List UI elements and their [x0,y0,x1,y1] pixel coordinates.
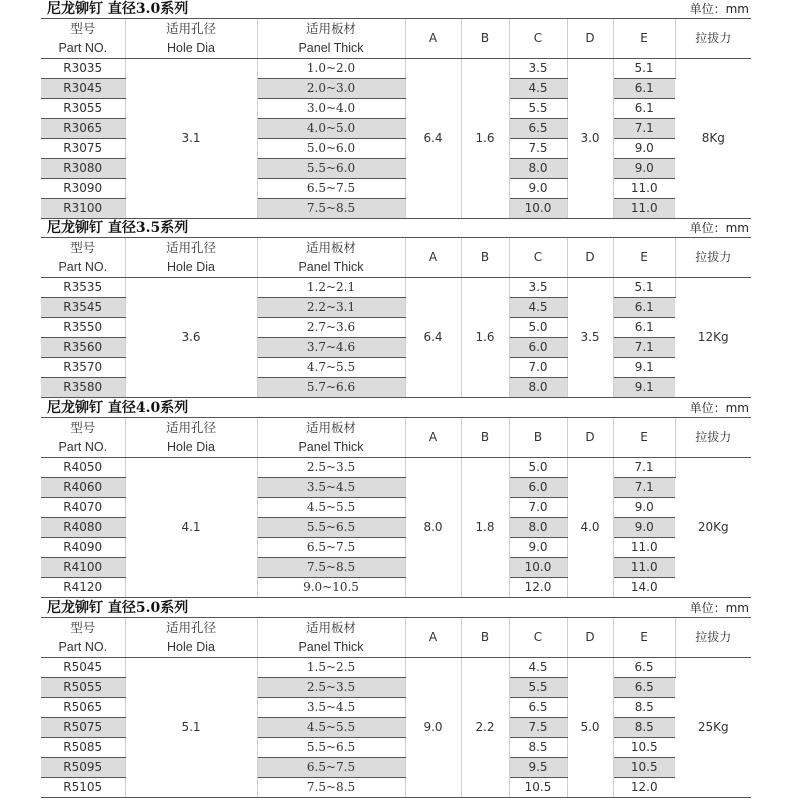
header-hole-dia-cn: 适用孔径 [165,240,216,255]
header-col-a: A [405,618,461,658]
pull-force-cell: 8Kg [675,59,751,219]
panel-thick-cell: 2.7~3.6 [257,318,405,338]
dim-c-cell: 5.5 [509,99,567,119]
unit-label: 单位：mm [689,601,749,615]
header-panel-thick [257,238,405,278]
dim-c-cell: 10.0 [509,558,567,578]
header-panel-thick-cn: 适用板材 [305,240,356,255]
series-section [41,399,751,598]
dim-c-cell: 7.5 [509,718,567,738]
part-number-cell: R3535 [41,278,125,298]
part-number-cell: R5085 [41,738,125,758]
panel-thick-cell: 6.5~7.5 [257,758,405,778]
header-part-no [41,238,125,278]
dim-c-cell: 5.0 [509,458,567,478]
dim-e-cell: 11.0 [613,558,675,578]
dim-c-cell: 7.0 [509,498,567,518]
dim-d-cell: 4.0 [567,458,613,598]
header-col-a: A [405,418,461,458]
series-title: 尼龙铆钉 直径4.0系列 [47,400,189,416]
series-section [41,219,751,398]
table-row [41,658,751,678]
dim-e-cell: 8.5 [613,698,675,718]
header-panel-thick-cn: 适用板材 [305,620,356,635]
series-title: 尼龙铆钉 直径5.0系列 [47,600,189,616]
dim-e-cell: 6.1 [613,318,675,338]
unit-label: 单位：mm [689,221,749,235]
header-panel-thick-en: Panel Thick [298,259,364,274]
part-number-cell: R4050 [41,458,125,478]
dim-e-cell: 12.0 [613,778,675,798]
header-col-d: D [567,238,613,278]
dim-e-cell: 9.0 [613,159,675,179]
panel-thick-cell: 4.0~5.0 [257,119,405,139]
panel-thick-cell: 7.5~8.5 [257,778,405,798]
header-hole-dia-en: Hole Dia [167,259,215,274]
header-col-e: E [613,618,675,658]
header-panel-thick [257,19,405,59]
header-part-no-cn: 型号 [70,240,96,255]
header-col-d: D [567,618,613,658]
panel-thick-cell: 5.7~6.6 [257,378,405,398]
panel-thick-cell: 5.0~6.0 [257,139,405,159]
part-number-cell: R3035 [41,59,125,79]
unit-label: 单位：mm [689,401,749,415]
pull-force-cell: 20Kg [675,458,751,598]
dim-e-cell: 11.0 [613,538,675,558]
dim-e-cell: 10.5 [613,758,675,778]
hole-dia-cell: 5.1 [125,658,257,798]
header-hole-dia-en: Hole Dia [167,439,215,454]
table-row [41,458,751,478]
panel-thick-cell: 3.5~4.5 [257,698,405,718]
part-number-cell: R3560 [41,338,125,358]
part-number-cell: R5095 [41,758,125,778]
dim-a-cell: 8.0 [405,458,461,598]
header-part-no-en: Part NO. [58,259,108,274]
dim-e-cell: 6.1 [613,79,675,99]
dim-e-cell: 7.1 [613,478,675,498]
dim-c-cell: 6.5 [509,698,567,718]
header-pull-force: 拉拔力 [675,238,751,278]
series-title-bar [41,399,751,418]
header-part-no-en: Part NO. [58,639,108,654]
series-section [41,599,751,798]
dim-b-cell: 1.8 [461,458,509,598]
header-col-a: A [405,19,461,59]
header-panel-thick [257,418,405,458]
header-part-no-en: Part NO. [58,40,108,55]
dim-e-cell: 6.1 [613,298,675,318]
part-number-cell: R3080 [41,159,125,179]
hole-dia-cell: 4.1 [125,458,257,598]
part-number-cell: R3090 [41,179,125,199]
header-hole-dia-en: Hole Dia [167,639,215,654]
dim-e-cell: 6.5 [613,678,675,698]
part-number-cell: R5065 [41,698,125,718]
dim-c-cell: 9.5 [509,758,567,778]
dim-c-cell: 8.0 [509,159,567,179]
table-header-row [41,19,751,59]
series-title: 尼龙铆钉 直径3.5系列 [47,220,189,236]
part-number-cell: R4070 [41,498,125,518]
panel-thick-cell: 1.5~2.5 [257,658,405,678]
header-col-d: D [567,418,613,458]
part-number-cell: R3580 [41,378,125,398]
dim-e-cell: 8.5 [613,718,675,738]
part-number-cell: R4120 [41,578,125,598]
part-number-cell: R3100 [41,199,125,219]
dim-c-cell: 10.5 [509,778,567,798]
dim-c-cell: 3.5 [509,59,567,79]
part-number-cell: R5055 [41,678,125,698]
dim-a-cell: 6.4 [405,59,461,219]
dim-c-cell: 8.5 [509,738,567,758]
panel-thick-cell: 1.0~2.0 [257,59,405,79]
part-number-cell: R4060 [41,478,125,498]
panel-thick-cell: 7.5~8.5 [257,558,405,578]
series-title: 尼龙铆钉 直径3.0系列 [47,1,189,17]
header-pull-force: 拉拔力 [675,19,751,59]
header-panel-thick-en: Panel Thick [298,639,364,654]
dim-e-cell: 9.1 [613,358,675,378]
part-number-cell: R5045 [41,658,125,678]
dim-e-cell: 11.0 [613,179,675,199]
header-hole-dia-cn: 适用孔径 [165,21,216,36]
header-col-b: B [461,618,509,658]
panel-thick-cell: 2.0~3.0 [257,79,405,99]
part-number-cell: R3550 [41,318,125,338]
header-panel-thick-cn: 适用板材 [305,21,356,36]
part-number-cell: R4100 [41,558,125,578]
dim-e-cell: 11.0 [613,199,675,219]
dim-e-cell: 6.5 [613,658,675,678]
dim-e-cell: 9.1 [613,378,675,398]
dim-c-cell: 4.5 [509,298,567,318]
dim-e-cell: 5.1 [613,59,675,79]
header-panel-thick-cn: 适用板材 [305,420,356,435]
header-hole-dia-en: Hole Dia [167,40,215,55]
header-part-no-cn: 型号 [70,21,96,36]
dim-a-cell: 9.0 [405,658,461,798]
panel-thick-cell: 3.5~4.5 [257,478,405,498]
dim-a-cell: 6.4 [405,278,461,398]
header-col-c: C [509,618,567,658]
dim-e-cell: 10.5 [613,738,675,758]
dim-c-cell: 12.0 [509,578,567,598]
dim-c-cell: 6.0 [509,478,567,498]
table-row [41,59,751,79]
header-part-no-cn: 型号 [70,620,96,635]
dim-c-cell: 10.0 [509,199,567,219]
dim-c-cell: 8.0 [509,518,567,538]
header-pull-force: 拉拔力 [675,418,751,458]
dim-d-cell: 3.0 [567,59,613,219]
panel-thick-cell: 4.5~5.5 [257,498,405,518]
header-hole-dia [125,618,257,658]
hole-dia-cell: 3.1 [125,59,257,219]
unit-label: 单位：mm [689,2,749,16]
part-number-cell: R3045 [41,79,125,99]
header-panel-thick-en: Panel Thick [298,40,364,55]
dim-c-cell: 4.5 [509,79,567,99]
dim-c-cell: 6.0 [509,338,567,358]
header-col-e: E [613,19,675,59]
header-panel-thick [257,618,405,658]
header-part-no [41,19,125,59]
header-col-c: C [509,238,567,278]
dim-e-cell: 7.1 [613,458,675,478]
series-title-bar [41,0,751,19]
dim-c-cell: 9.0 [509,179,567,199]
dim-e-cell: 9.0 [613,498,675,518]
panel-thick-cell: 2.5~3.5 [257,678,405,698]
header-part-no [41,418,125,458]
header-col-e: E [613,418,675,458]
hole-dia-cell: 3.6 [125,278,257,398]
dim-c-cell: 9.0 [509,538,567,558]
table-header-row [41,238,751,278]
table-header-row [41,618,751,658]
part-number-cell: R3055 [41,99,125,119]
pull-force-cell: 12Kg [675,278,751,398]
header-col-a: A [405,238,461,278]
panel-thick-cell: 5.5~6.5 [257,518,405,538]
panel-thick-cell: 2.2~3.1 [257,298,405,318]
dim-e-cell: 6.1 [613,99,675,119]
dim-c-cell: 4.5 [509,658,567,678]
dim-b-cell: 1.6 [461,59,509,219]
dim-c-cell: 8.0 [509,378,567,398]
header-pull-force: 拉拔力 [675,618,751,658]
part-number-cell: R3065 [41,119,125,139]
header-col-b: B [461,238,509,278]
spec-table [41,19,751,219]
panel-thick-cell: 1.2~2.1 [257,278,405,298]
header-part-no-en: Part NO. [58,439,108,454]
header-panel-thick-en: Panel Thick [298,439,364,454]
part-number-cell: R4080 [41,518,125,538]
dim-c-cell: 7.5 [509,139,567,159]
panel-thick-cell: 5.5~6.0 [257,159,405,179]
panel-thick-cell: 2.5~3.5 [257,458,405,478]
header-col-b: B [461,19,509,59]
dim-e-cell: 7.1 [613,338,675,358]
table-header-row [41,418,751,458]
header-col-d: D [567,19,613,59]
panel-thick-cell: 5.5~6.5 [257,738,405,758]
header-hole-dia-cn: 适用孔径 [165,620,216,635]
spec-table [41,238,751,398]
header-hole-dia [125,238,257,278]
part-number-cell: R5105 [41,778,125,798]
header-hole-dia [125,19,257,59]
dim-e-cell: 14.0 [613,578,675,598]
dim-d-cell: 5.0 [567,658,613,798]
panel-thick-cell: 7.5~8.5 [257,199,405,219]
panel-thick-cell: 3.0~4.0 [257,99,405,119]
header-col-e: E [613,238,675,278]
dim-c-cell: 7.0 [509,358,567,378]
spec-table [41,418,751,598]
dim-c-cell: 5.0 [509,318,567,338]
table-row [41,278,751,298]
dim-b-cell: 2.2 [461,658,509,798]
dim-e-cell: 9.0 [613,139,675,159]
dim-e-cell: 5.1 [613,278,675,298]
spec-table [41,618,751,798]
header-part-no-cn: 型号 [70,420,96,435]
header-hole-dia [125,418,257,458]
dim-c-cell: 3.5 [509,278,567,298]
dim-c-cell: 5.5 [509,678,567,698]
dim-e-cell: 9.0 [613,518,675,538]
series-title-bar [41,599,751,618]
panel-thick-cell: 6.5~7.5 [257,179,405,199]
part-number-cell: R3545 [41,298,125,318]
part-number-cell: R3570 [41,358,125,378]
panel-thick-cell: 4.5~5.5 [257,718,405,738]
part-number-cell: R4090 [41,538,125,558]
dim-b-cell: 1.6 [461,278,509,398]
header-part-no [41,618,125,658]
dim-e-cell: 7.1 [613,119,675,139]
dim-c-cell: 6.5 [509,119,567,139]
pull-force-cell: 25Kg [675,658,751,798]
panel-thick-cell: 4.7~5.5 [257,358,405,378]
series-title-bar [41,219,751,238]
series-section [41,0,751,219]
header-col-c: B [509,418,567,458]
panel-thick-cell: 9.0~10.5 [257,578,405,598]
part-number-cell: R5075 [41,718,125,738]
dim-d-cell: 3.5 [567,278,613,398]
panel-thick-cell: 3.7~4.6 [257,338,405,358]
header-col-c: C [509,19,567,59]
header-col-b: B [461,418,509,458]
part-number-cell: R3075 [41,139,125,159]
header-hole-dia-cn: 适用孔径 [165,420,216,435]
panel-thick-cell: 6.5~7.5 [257,538,405,558]
